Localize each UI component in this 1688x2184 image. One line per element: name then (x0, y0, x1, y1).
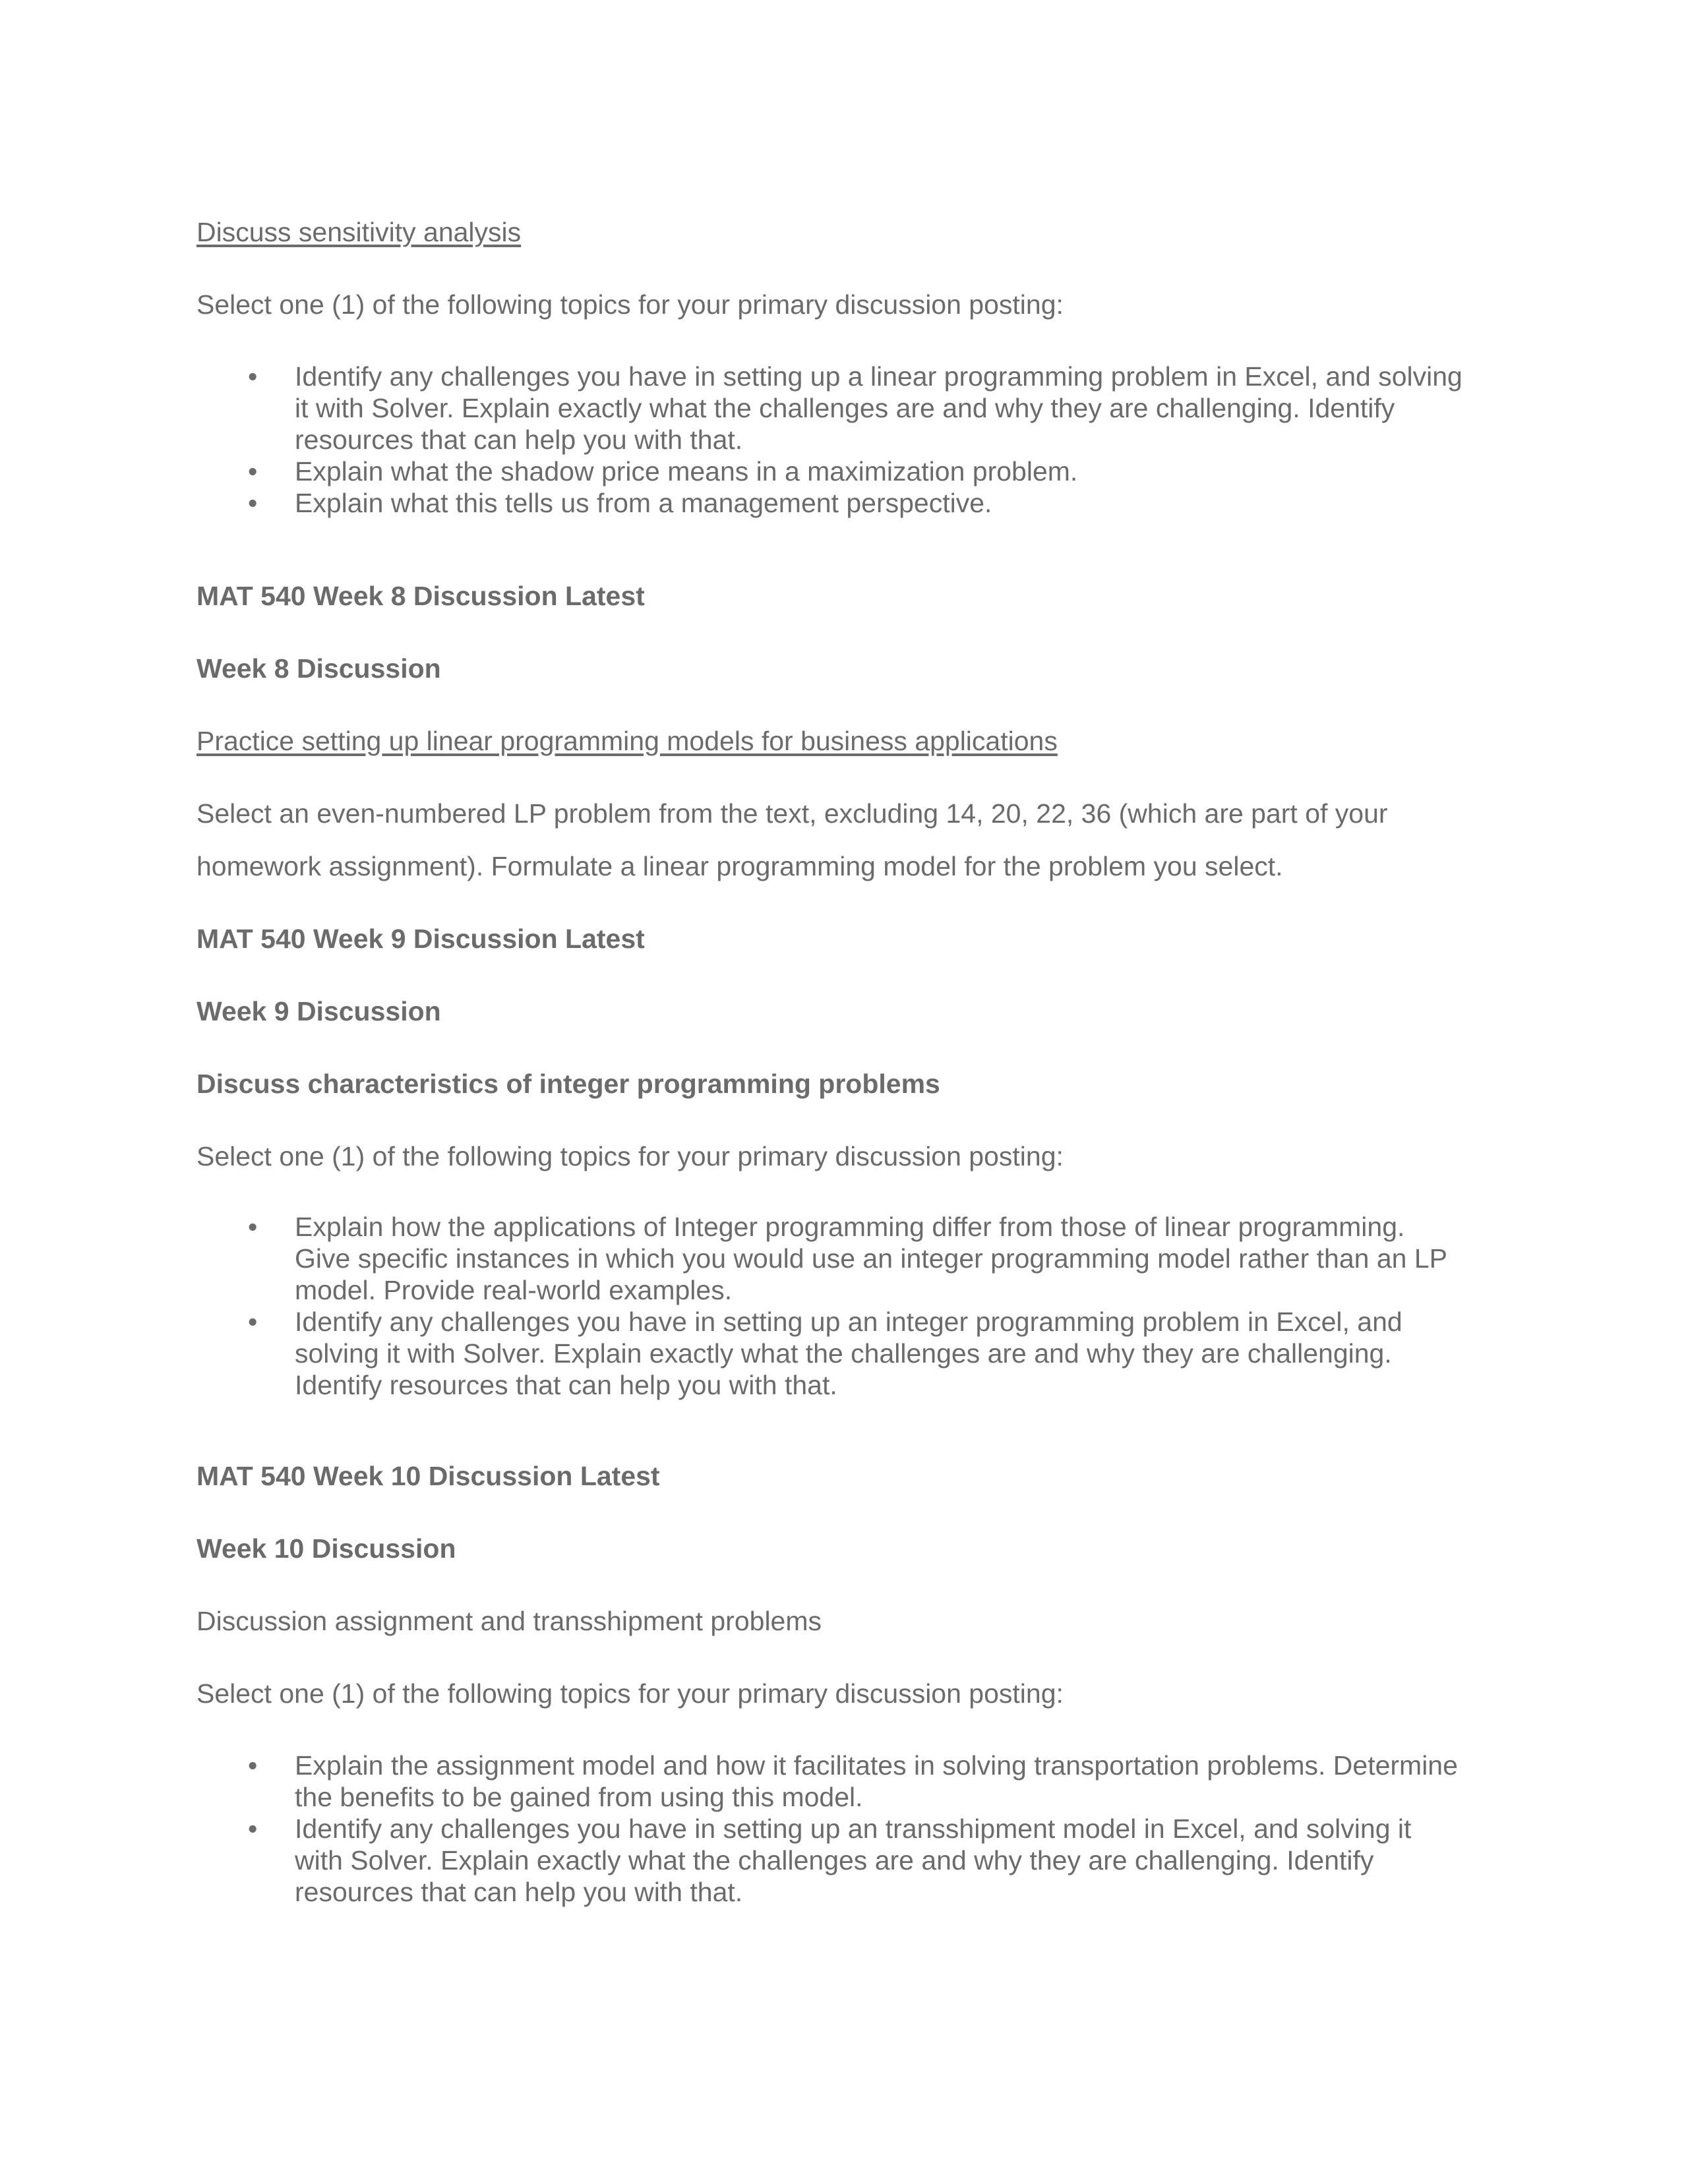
list-item: • Identify any challenges you have in setting up an integer programming problem in Excel, and solving it with Solver. Explain exactly what the challenges are and why they are challenging. Identify resources that can help you with that. (248, 1307, 1402, 1400)
section-heading-sensitivity: Discuss sensitivity analysis (196, 217, 522, 247)
bullet-icon: • (248, 1750, 258, 1781)
section-title-week10: MAT 540 Week 10 Discussion Latest (196, 1461, 660, 1491)
list-item: • Identify any challenges you have in setting up an transshipment model in Excel, and solving it with Solver. Explain exactly what the challenges are and why they are challenging. Identify resources that can help you with that. (248, 1814, 1412, 1907)
intro-text: Select one (1) of the following topics for your primary discussion posting: (196, 1678, 1064, 1709)
list-item: • Explain how the applications of Integer programming differ from those of linear programming. Give specific instances in which you would use an integer programming model rather than an LP model. Provide real-world examples. (248, 1212, 1447, 1305)
section-heading-integer: Discuss characteristics of integer programming problems (196, 1069, 940, 1099)
intro-text: Select one (1) of the following topics for your primary discussion posting: (196, 1141, 1064, 1171)
week-heading: Week 8 Discussion (196, 653, 441, 684)
section-title-week8: MAT 540 Week 8 Discussion Latest (196, 581, 645, 611)
body-text: homework assignment). Formulate a linear programming model for the problem you select. (196, 851, 1283, 881)
intro-text: Select one (1) of the following topics for your primary discussion posting: (196, 289, 1064, 320)
topic-list (196, 1211, 1501, 1401)
week-heading: Week 10 Discussion (196, 1533, 456, 1564)
list-item: • Explain the assignment model and how it facilitates in solving transportation problems. Determine the benefits to be gained from using this model. (248, 1750, 1458, 1812)
section-heading-transshipment: Discussion assignment and transshipment problems (196, 1606, 822, 1636)
list-item: • Identify any challenges you have in setting up a linear programming problem in Excel, and solving it with Solver. Explain exactly what the challenges are and why they are challenging. Identify resources that can help you with that. (248, 361, 1462, 455)
topic-list (196, 361, 1501, 519)
bullet-icon: • (248, 456, 258, 487)
section-heading-lp-models: Practice setting up linear programming models for business applications (196, 726, 1058, 756)
bullet-icon: • (248, 1212, 258, 1242)
bullet-icon: • (248, 488, 258, 518)
body-text: Select an even-numbered LP problem from the text, excluding 14, 20, 22, 36 (which are part of your (196, 798, 1388, 829)
topic-list (196, 1750, 1501, 1908)
list-item: • Explain what the shadow price means in a maximization problem. (248, 456, 1078, 487)
week-heading: Week 9 Discussion (196, 996, 441, 1026)
bullet-icon: • (248, 1814, 258, 1844)
list-item: • Explain what this tells us from a management perspective. (248, 488, 992, 518)
bullet-icon: • (248, 361, 258, 392)
section-title-week9: MAT 540 Week 9 Discussion Latest (196, 924, 645, 954)
bullet-icon: • (248, 1307, 258, 1337)
